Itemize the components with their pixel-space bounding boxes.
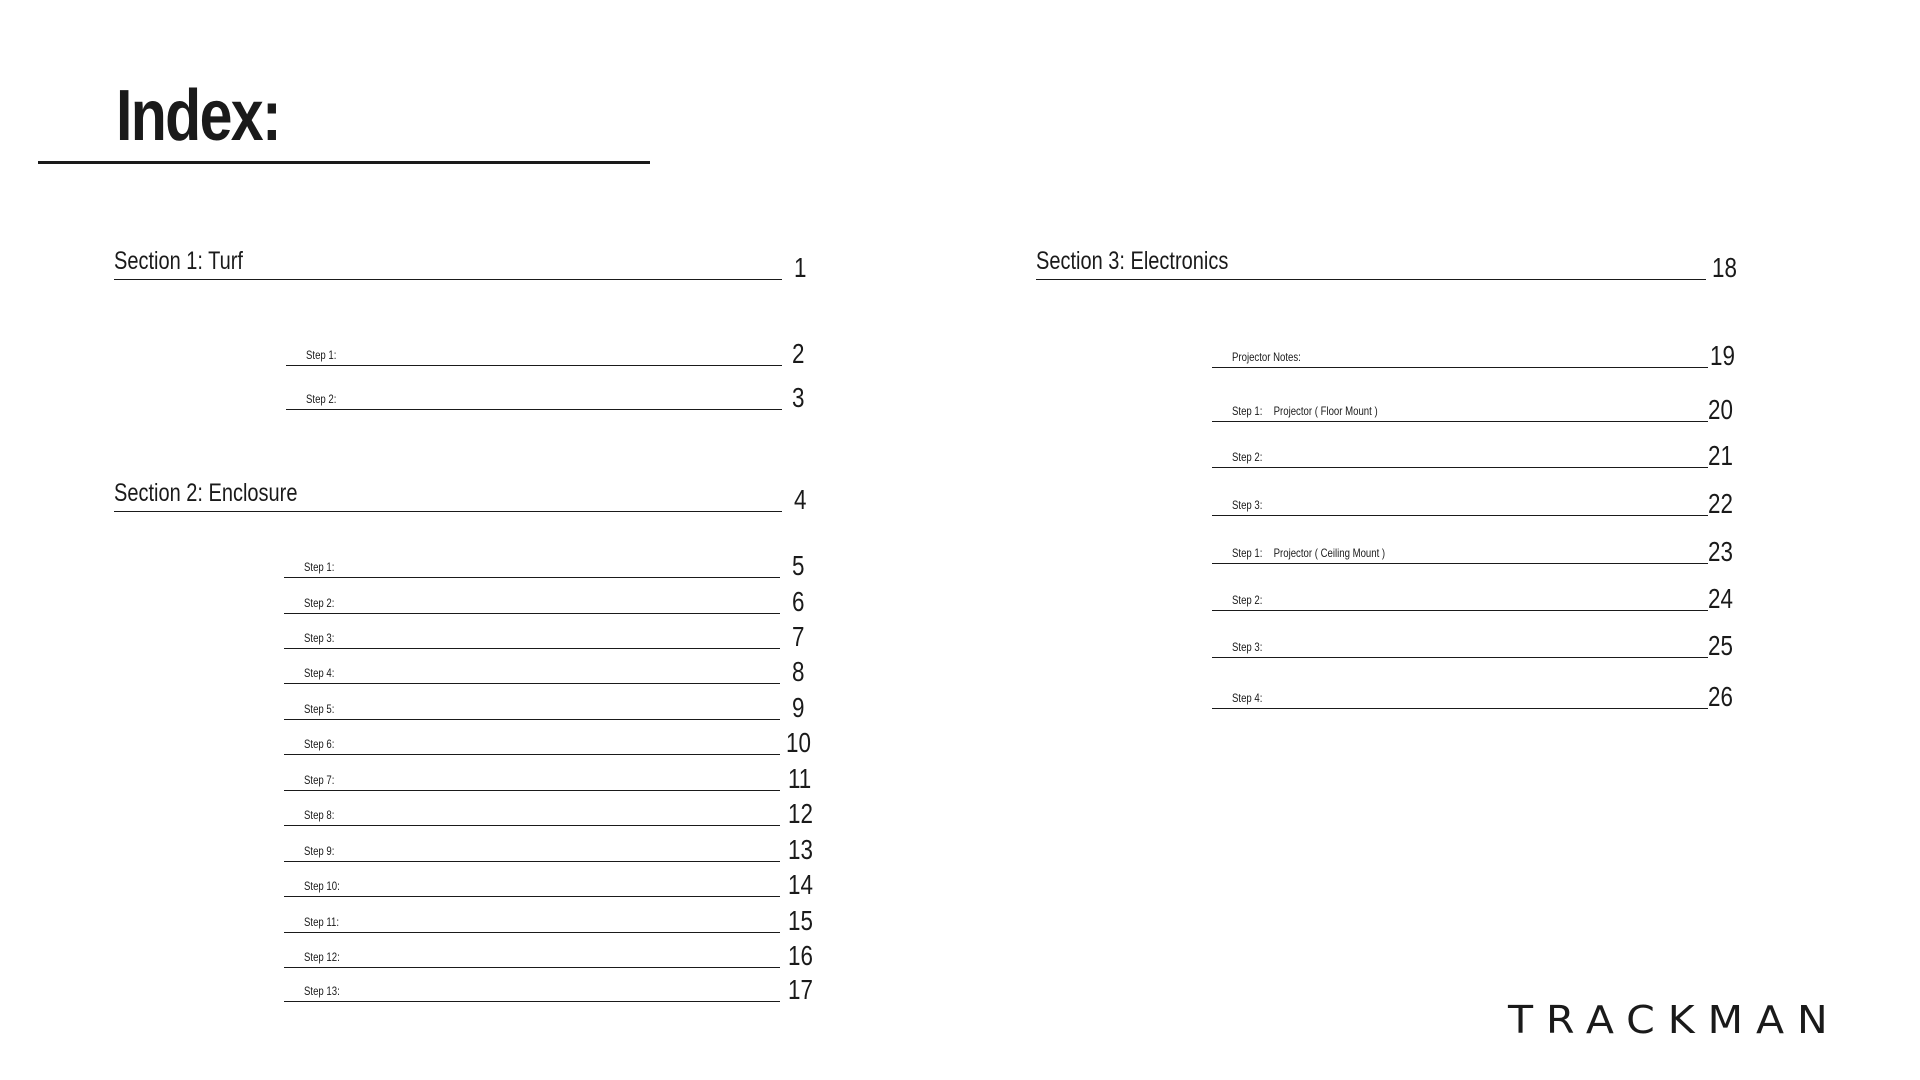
- toc-step-entry[interactable]: [284, 688, 824, 723]
- step-page-number: 21: [1708, 440, 1733, 471]
- step-label: Step 9:: [304, 844, 335, 858]
- step-leader-line: [284, 967, 780, 968]
- toc-step-entry[interactable]: [284, 723, 824, 758]
- step-leader-line: [1212, 657, 1708, 658]
- step-page-number: 25: [1708, 630, 1733, 661]
- step-label: Step 11:: [304, 915, 340, 929]
- step-leader-line: [284, 825, 780, 826]
- step-page-number: 17: [788, 974, 813, 1005]
- toc-step-entry[interactable]: [1212, 532, 1752, 567]
- step-label: Step 10:: [304, 879, 340, 893]
- step-sub-label: Projector ( Floor Mount ): [1273, 404, 1378, 418]
- step-page-number: 16: [788, 940, 813, 971]
- step-label-text: Step 1:: [1232, 404, 1263, 418]
- step-leader-line: [1212, 421, 1708, 422]
- step-leader-line: [1212, 563, 1708, 564]
- step-leader-line: [284, 613, 780, 614]
- toc-step-entry[interactable]: [284, 901, 824, 936]
- section-2-label: Section 2: Enclosure: [114, 479, 298, 507]
- step-label: Step 5:: [304, 702, 335, 716]
- step-page-number: 2: [792, 338, 805, 369]
- section-1-entry[interactable]: [114, 247, 814, 283]
- step-label: Step 6:: [304, 737, 335, 751]
- toc-step-entry[interactable]: [284, 617, 824, 652]
- step-leader-line: [286, 365, 782, 366]
- section-1-label: Section 1: Turf: [114, 247, 243, 275]
- step-page-number: 24: [1708, 583, 1733, 614]
- page-title: Index:: [116, 76, 281, 156]
- step-label: Step 1:: [304, 560, 335, 574]
- section-3-leader-line: [1036, 279, 1706, 280]
- step-page-number: 19: [1710, 340, 1735, 371]
- toc-step-entry[interactable]: [1212, 579, 1752, 614]
- step-leader-line: [284, 683, 780, 684]
- trackman-logo: TRACKMAN: [1508, 998, 1841, 1042]
- step-label: Step 2:: [306, 392, 337, 406]
- step-page-number: 6: [792, 586, 805, 617]
- step-label: Step 7:: [304, 773, 335, 787]
- toc-step-entry[interactable]: [286, 378, 826, 413]
- step-label: [1232, 546, 1385, 560]
- section-3-entry[interactable]: [1036, 247, 1756, 283]
- step-page-number: 3: [792, 382, 805, 413]
- toc-step-entry[interactable]: [284, 652, 824, 687]
- section-3-page-number: 18: [1712, 252, 1737, 283]
- section-2-leader-line: [114, 511, 782, 512]
- section-1-leader-line: [114, 279, 782, 280]
- step-sub-label: Projector ( Ceiling Mount ): [1273, 546, 1386, 560]
- step-page-number: 12: [788, 798, 813, 829]
- toc-step-entry[interactable]: [1212, 336, 1752, 371]
- step-label: Step 12:: [304, 950, 340, 964]
- toc-step-entry[interactable]: [284, 546, 824, 581]
- step-page-number: 14: [788, 869, 813, 900]
- step-label: Step 1:: [306, 348, 337, 362]
- step-leader-line: [1212, 467, 1708, 468]
- toc-step-entry[interactable]: [284, 582, 824, 617]
- step-leader-line: [284, 896, 780, 897]
- step-page-number: 9: [792, 692, 805, 723]
- toc-step-entry[interactable]: [284, 830, 824, 865]
- toc-step-entry[interactable]: [1212, 677, 1752, 712]
- step-leader-line: [1212, 515, 1708, 516]
- toc-step-entry[interactable]: [284, 936, 824, 971]
- section-1-page-number: 1: [794, 252, 807, 283]
- step-page-number: 7: [792, 621, 805, 652]
- step-leader-line: [1212, 610, 1708, 611]
- step-page-number: 10: [786, 727, 811, 758]
- step-label-text: Step 1:: [1232, 546, 1263, 560]
- step-page-number: 22: [1708, 488, 1733, 519]
- step-leader-line: [284, 754, 780, 755]
- toc-step-entry[interactable]: [284, 794, 824, 829]
- step-label: Step 13:: [304, 984, 340, 998]
- toc-step-entry[interactable]: [284, 970, 824, 1005]
- section-3-label: Section 3: Electronics: [1036, 247, 1229, 275]
- toc-step-entry[interactable]: [1212, 390, 1752, 425]
- step-label: Projector Notes:: [1232, 350, 1301, 364]
- step-leader-line: [284, 648, 780, 649]
- step-label: Step 4:: [1232, 691, 1263, 705]
- step-label: Step 2:: [304, 596, 335, 610]
- step-label: Step 8:: [304, 808, 335, 822]
- step-page-number: 13: [788, 834, 813, 865]
- step-leader-line: [1212, 367, 1708, 368]
- step-leader-line: [284, 577, 780, 578]
- step-leader-line: [284, 719, 780, 720]
- step-label: Step 2:: [1232, 450, 1263, 464]
- toc-step-entry[interactable]: [1212, 484, 1752, 519]
- toc-step-entry[interactable]: [284, 865, 824, 900]
- toc-step-entry[interactable]: [284, 759, 824, 794]
- step-page-number: 15: [788, 905, 813, 936]
- step-leader-line: [286, 409, 782, 410]
- toc-step-entry[interactable]: [286, 334, 826, 369]
- step-leader-line: [284, 790, 780, 791]
- step-page-number: 11: [788, 763, 812, 794]
- step-label: Step 3:: [1232, 640, 1263, 654]
- title-underline: [38, 161, 650, 164]
- step-page-number: 26: [1708, 681, 1733, 712]
- step-page-number: 8: [792, 656, 805, 687]
- section-2-page-number: 4: [794, 484, 807, 515]
- step-leader-line: [284, 861, 780, 862]
- step-leader-line: [1212, 708, 1708, 709]
- step-label: Step 4:: [304, 666, 335, 680]
- step-label: Step 3:: [304, 631, 335, 645]
- step-label: Step 2:: [1232, 593, 1263, 607]
- toc-step-entry[interactable]: [1212, 436, 1752, 471]
- step-label: Step 3:: [1232, 498, 1263, 512]
- step-page-number: 23: [1708, 536, 1733, 567]
- step-label: [1232, 404, 1378, 418]
- section-2-entry[interactable]: [114, 479, 814, 515]
- step-leader-line: [284, 1001, 780, 1002]
- step-page-number: 5: [792, 550, 805, 581]
- step-page-number: 20: [1708, 394, 1733, 425]
- step-leader-line: [284, 932, 780, 933]
- toc-step-entry[interactable]: [1212, 626, 1752, 661]
